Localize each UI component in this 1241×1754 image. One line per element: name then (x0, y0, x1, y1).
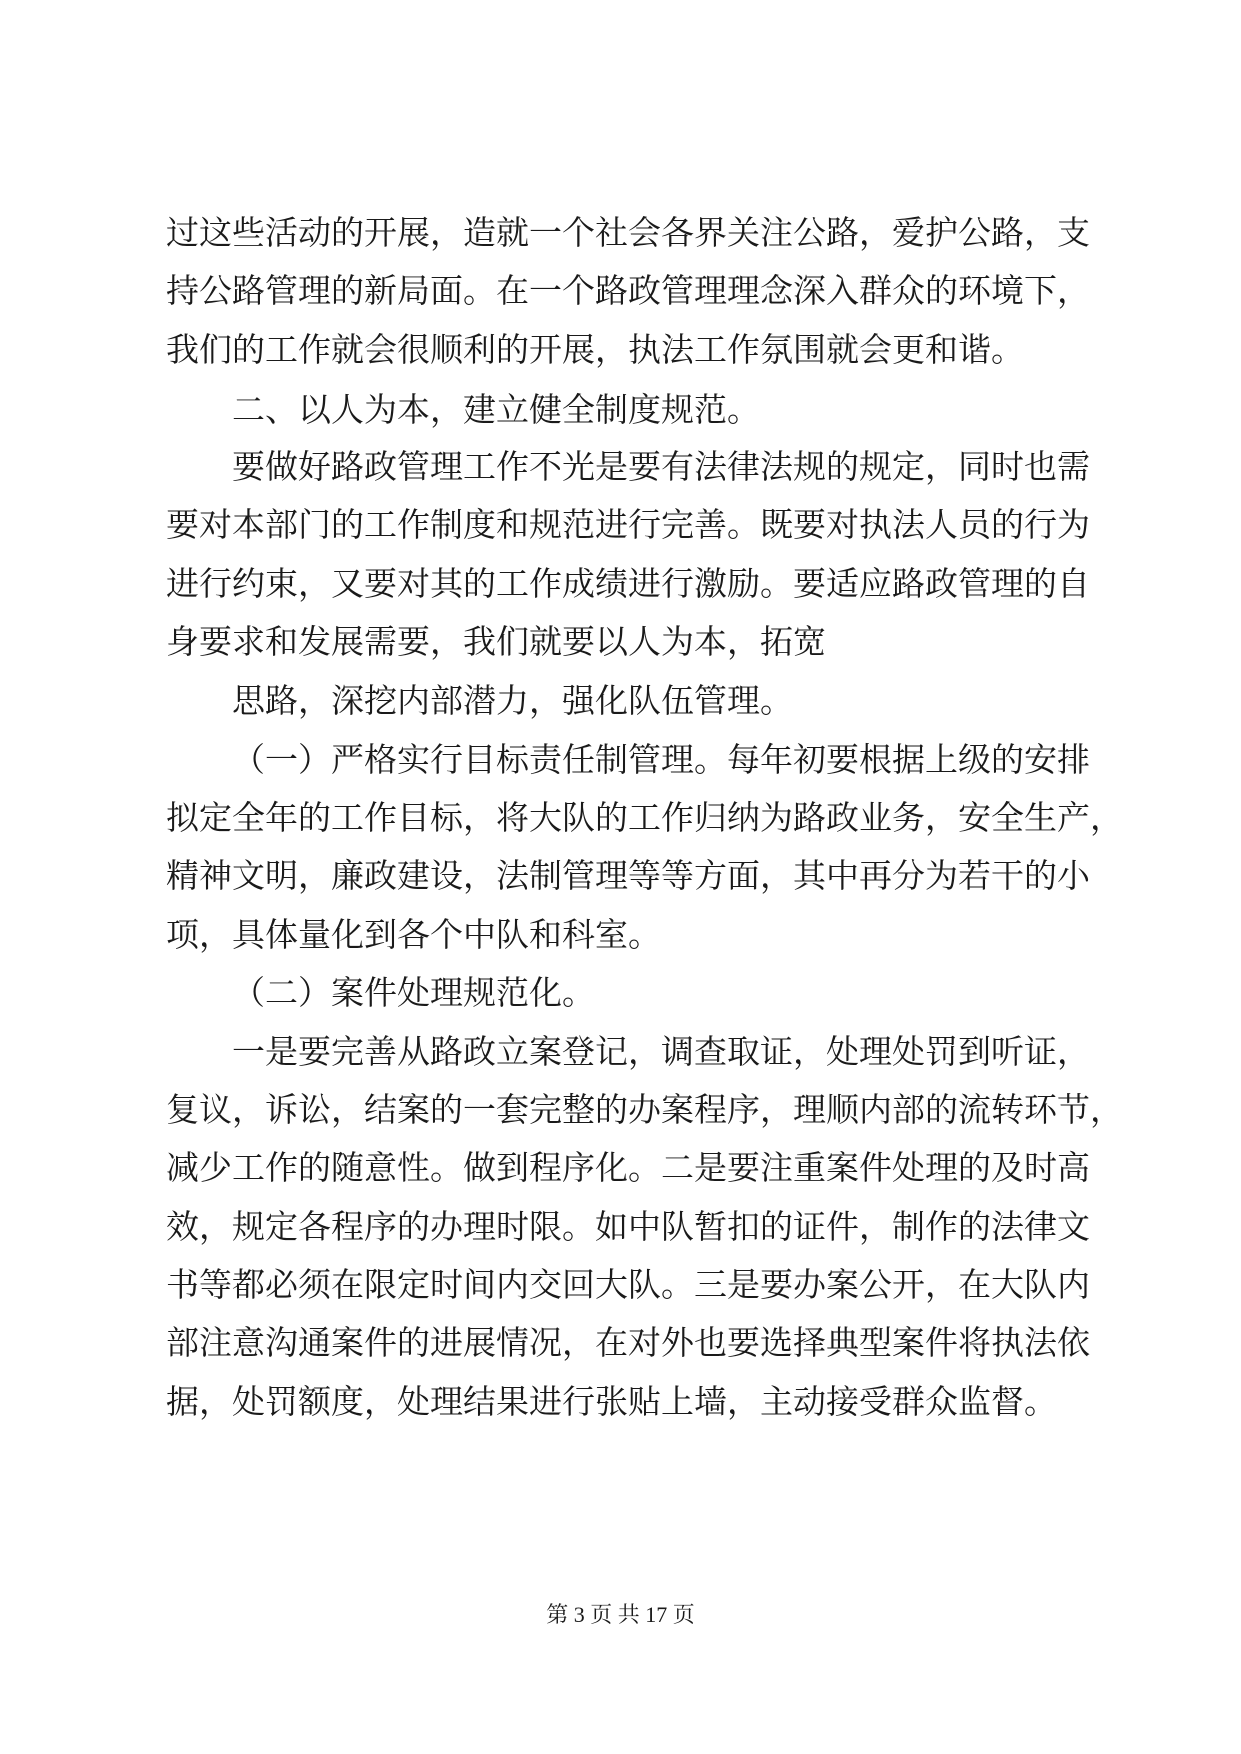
body-text-line: 要对本部门的工作制度和规范进行完善。既要对执法人员的行为 (166, 505, 1090, 544)
body-text-line: 一是要完善从路政立案登记，调查取证，处理处罚到听证， (232, 1032, 1090, 1071)
body-text-line: 精神文明，廉政建设，法制管理等等方面，其中再分为若干的小 (166, 856, 1090, 895)
body-text-line: 效，规定各程序的办理时限。如中队暂扣的证件，制作的法律文 (166, 1207, 1090, 1246)
body-text-line: 减少工作的随意性。做到程序化。二是要注重案件处理的及时高 (166, 1148, 1090, 1187)
body-text-line: 据，处罚额度，处理结果进行张贴上墙，主动接受群众监督。 (166, 1382, 1057, 1421)
body-text-line: 要做好路政管理工作不光是要有法律法规的规定，同时也需 (232, 447, 1090, 486)
body-text-line: 思路，深挖内部潜力，强化队伍管理。 (232, 681, 793, 720)
body-text-line: 拟定全年的工作目标，将大队的工作归纳为路政业务，安全生产， (166, 798, 1123, 837)
body-text-line: 过这些活动的开展，造就一个社会各界关注公路，爱护公路，支 (166, 213, 1090, 252)
body-text-line: 复议，诉讼，结案的一套完整的办案程序，理顺内部的流转环节， (166, 1090, 1123, 1129)
subsection-heading: （一）严格实行目标责任制管理。每年初要根据上级的安排 (232, 740, 1090, 779)
body-text-line: 持公路管理的新局面。在一个路政管理理念深入群众的环境下， (166, 271, 1090, 310)
subsection-heading: （二）案件处理规范化。 (232, 973, 595, 1012)
body-text-line: 进行约束，又要对其的工作成绩进行激励。要适应路政管理的自 (166, 564, 1090, 603)
body-text-line: 部注意沟通案件的进展情况，在对外也要选择典型案件将执法依 (166, 1323, 1090, 1362)
body-text-line: 我们的工作就会很顺利的开展，执法工作氛围就会更和谐。 (166, 330, 1024, 369)
body-text-line: 身要求和发展需要，我们就要以人为本，拓宽 (166, 622, 826, 661)
section-heading: 二、以人为本，建立健全制度规范。 (232, 390, 760, 429)
body-text-line: 项，具体量化到各个中队和科室。 (166, 915, 661, 954)
page-number-footer: 第 3 页 共 17 页 (546, 1602, 695, 1627)
body-text-line: 书等都必须在限定时间内交回大队。三是要办案公开，在大队内 (166, 1265, 1090, 1304)
